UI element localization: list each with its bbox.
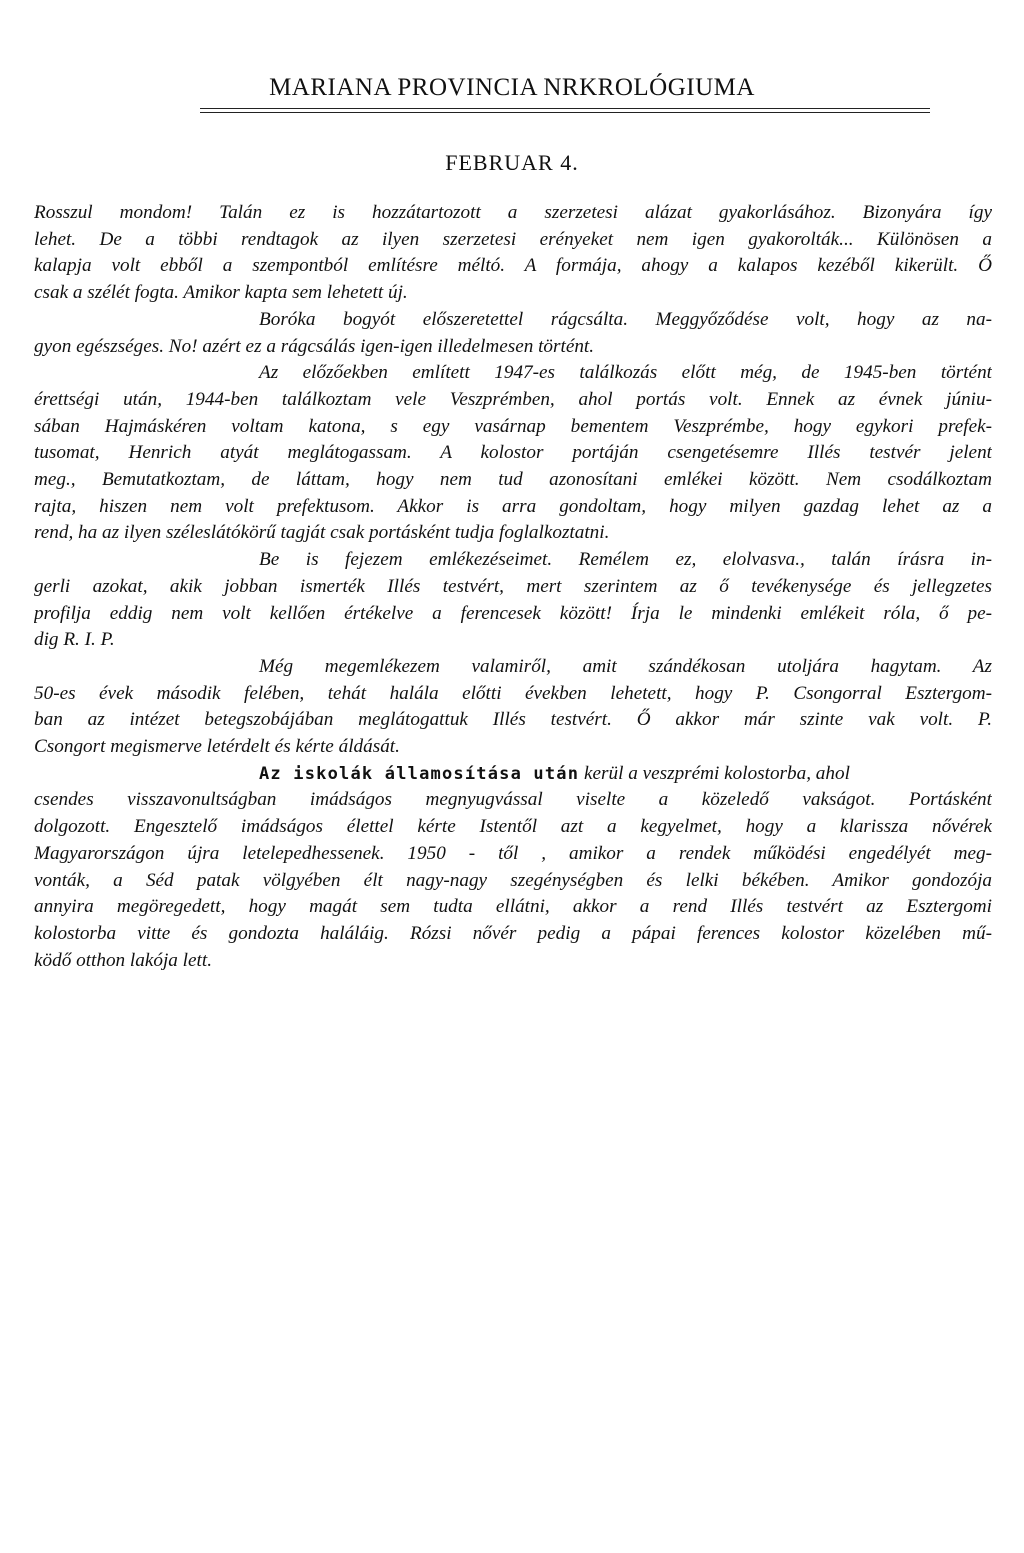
text-line: csak a szélét fogta. Amikor kapta sem lehetett új. <box>34 282 408 304</box>
text-line: sában Hajmáskéren voltam katona, s egy vasárnap bementem Veszprémbe, hogy egykori prefek- <box>34 415 992 437</box>
body-text <box>34 200 992 974</box>
text-line: Magyarországon újra letelepedhessenek. 1950 - től , amikor a rendek működési engedélyét meg- <box>34 842 992 864</box>
text-line: gyon egészséges. No! azért ez a rágcsálás igen-igen illedelmesen történt. <box>34 335 595 357</box>
text-line: annyira megöregedett, hogy magát sem tudta ellátni, akkor a rend Illés testvért az Esztergomi <box>34 896 992 918</box>
text-line: 50-es évek második felében, tehát halála előtti években lehetett, hogy P. Csongorral Esztergom- <box>34 682 992 704</box>
text-line: vonták, a Séd patak völgyében élt nagy-nagy szegénységben és lelki békében. Amikor gondozója <box>34 869 992 891</box>
text-line: Boróka bogyót előszeretettel rágcsálta. Meggyőződése volt, hogy az na- <box>259 308 992 330</box>
text-line: tusomat, Henrich atyát meglátogassam. A kolostor portáján csengetésemre Illés testvér jelent <box>34 442 992 464</box>
text-line: Csongort megismerve letérdelt és kérte áldását. <box>34 736 400 758</box>
running-header: MARIANA PROVINCIA NRKROLÓGIUMA <box>269 74 755 101</box>
text-line: dolgozott. Engesztelő imádságos élettel kérte Istentől azt a kegyelmet, hogy a klarissza nővérek <box>34 816 992 838</box>
text-line: dig R. I. P. <box>34 629 115 651</box>
text-line-rest: kerül a veszprémi kolostorba, ahol <box>583 762 850 784</box>
text-line: csendes visszavonultságban imádságos megnyugvással viselte a közeledő vakságot. Portásként <box>34 789 992 811</box>
date-heading: FEBRUAR 4. <box>445 150 579 175</box>
text-line: Még megemlékezem valamiről, amit szándékosan utoljára hagytam. Az <box>259 655 992 677</box>
header-rule <box>200 108 930 109</box>
emphasized-phrase: Az iskolák államosítása után <box>259 763 580 784</box>
text-line: ban az intézet betegszobájában meglátogattuk Illés testvért. Ő akkor már szinte vak volt. P. <box>34 709 992 731</box>
text-line: kolostorba vitte és gondozta haláláig. Rózsi nővér pedig a pápai ferences kolostor közelében mű- <box>34 922 992 944</box>
text-line <box>34 761 992 788</box>
text-line: ködő otthon lakója lett. <box>34 949 212 971</box>
text-line: Rosszul mondom! Talán ez is hozzátartozott a szerzetesi alázat gyakorlásához. Bizonyára így <box>34 202 992 223</box>
text-line: érettségi után, 1944-ben találkoztam vele Veszprémben, ahol portás volt. Ennek az évnek júniu- <box>34 388 992 410</box>
header-rule-double <box>200 112 930 113</box>
text-line: gerli azokat, akik jobban ismerték Illés testvért, mert szerintem az ő tevékenysége és jellegzetes <box>34 575 992 597</box>
text-line: kalapja volt ebből a szempontból említésre méltó. A formája, ahogy a kalapos kezéből kikerült. Ő <box>34 255 992 277</box>
text-line: Be is fejezem emlékezéseimet. Remélem ez, elolvasva., talán írásra in- <box>259 549 992 571</box>
text-line: Az előzőekben említett 1947-es találkozás előtt még, de 1945-ben történt <box>259 362 992 384</box>
text-line: meg., Bemutatkoztam, de láttam, hogy nem tud azonosítani emlékei között. Nem csodálkoztam <box>34 469 992 491</box>
text-line: rajta, hiszen nem volt prefektusom. Akkor is arra gondoltam, hogy milyen gazdag lehet az a <box>34 495 992 517</box>
text-line: profilja eddig nem volt kellően értékelve a ferencesek között! Írja le mindenki emlékeit róla, ő pe- <box>34 602 992 624</box>
text-line: rend, ha az ilyen széleslátókörű tagját csak portásként tudja foglalkoztatni. <box>34 522 610 544</box>
text-line: lehet. De a többi rendtagok az ilyen szerzetesi erényeket nem igen gyakorolták... Különösen a <box>34 228 992 250</box>
